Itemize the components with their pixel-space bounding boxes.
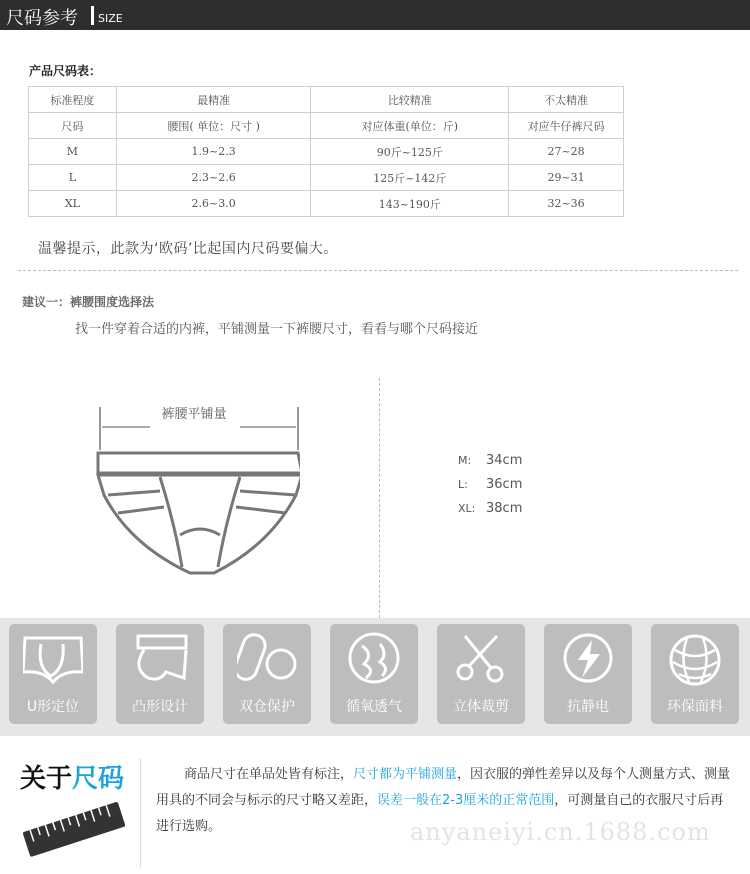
table-cell: 2.3~2.6 (116, 165, 311, 191)
feature-label: 环保面料 (667, 699, 723, 715)
brief-diagram (90, 395, 300, 585)
table-cell: XL (29, 191, 117, 217)
about-highlight-1: 尺寸都为平铺测量 (353, 767, 458, 782)
table-cell: 27~28 (509, 139, 624, 165)
table-cell: 对应牛仔裤尺码 (509, 113, 624, 139)
lightning-icon (558, 632, 618, 688)
table-cell: 143~190斤 (311, 191, 509, 217)
feature-label: 双仓保护 (239, 699, 295, 715)
convex-brief-icon (130, 632, 190, 688)
watermark: anyaneiyi.cn.1688.com (410, 818, 711, 846)
table-cell: 32~36 (509, 191, 624, 217)
suggestion-text: 找一件穿着合适的内裤，平铺测量一下裤腰尺寸，看看与哪个尺码接近 (75, 322, 479, 337)
table-cell: 125斤~142斤 (311, 165, 509, 191)
about-size-section (0, 748, 750, 874)
table-row (29, 191, 624, 217)
about-title-a: 关于 (20, 764, 73, 794)
diagram-label: 裤腰平铺量 (161, 407, 227, 422)
table-cell: 不太精准 (509, 87, 624, 113)
header-title: 尺码参考 (6, 8, 78, 29)
scissors-icon (451, 632, 511, 688)
feature-label: 循氧透气 (346, 699, 402, 715)
suggestion-title: 建议一：裤腰围度选择法 (22, 295, 155, 309)
vertical-divider (379, 378, 380, 618)
table-cell: 标准程度 (29, 87, 117, 113)
measurement-value: 36cm (486, 477, 523, 492)
ruler-icon (20, 794, 130, 864)
breathable-icon (344, 632, 404, 688)
feature-tile (437, 624, 525, 724)
table-row (29, 139, 624, 165)
size-table-title: 产品尺码表： (29, 64, 102, 78)
table-cell: 90斤~125斤 (311, 139, 509, 165)
table-cell: L (29, 165, 117, 191)
measurement-item (458, 453, 522, 468)
measurement-item (458, 501, 522, 516)
feature-label: 凸形设计 (132, 699, 188, 715)
about-title (20, 758, 124, 795)
size-table (28, 86, 624, 217)
about-text-3: ，可测量自己的衣服尺寸后再进行选购。 (156, 793, 724, 834)
features-bar (0, 618, 750, 736)
table-cell: 2.6~3.0 (116, 191, 311, 217)
feature-tile (9, 624, 97, 724)
table-cell: 比较精准 (311, 87, 509, 113)
header-divider (91, 6, 94, 25)
measurement-size: L: (458, 478, 468, 491)
about-text-1: 商品尺寸在单品处皆有标注， (184, 767, 354, 782)
feature-tile (116, 624, 204, 724)
table-row (29, 87, 624, 113)
about-text-2: ，因衣服的弹性差异以及每个人测量方式、测量用具的不同会与标示的尺寸略又差距， (156, 767, 731, 808)
about-highlight-2: 误差一般在2-3厘米的正常范围 (377, 793, 555, 808)
header-subtitle: SIZE (98, 12, 123, 25)
table-cell: 1.9~2.3 (116, 139, 311, 165)
section-header (0, 0, 750, 30)
about-title-b: 尺码 (72, 764, 125, 794)
measurement-size: XL: (458, 502, 476, 515)
yarn-ball-icon (665, 632, 725, 688)
size-tip: 温馨提示，此款为‘欧码’比起国内尺码要偏大。 (38, 241, 338, 257)
dashed-divider (18, 270, 738, 271)
table-cell: 29~31 (509, 165, 624, 191)
table-row (29, 113, 624, 139)
table-cell: 最精准 (116, 87, 311, 113)
u-shape-brief-icon (23, 632, 83, 688)
table-cell: 对应体重(单位：斤) (311, 113, 509, 139)
about-divider (140, 758, 141, 868)
feature-tile (330, 624, 418, 724)
table-row (29, 165, 624, 191)
feature-label: 立体裁剪 (453, 699, 509, 715)
feature-label: U形定位 (26, 699, 80, 715)
measurement-value: 38cm (486, 501, 523, 516)
table-cell: M (29, 139, 117, 165)
double-pouch-icon (237, 632, 297, 688)
feature-label: 抗静电 (567, 699, 609, 715)
measurement-value: 34cm (486, 453, 523, 468)
table-cell: 尺码 (29, 113, 117, 139)
feature-tile (651, 624, 739, 724)
feature-tile (223, 624, 311, 724)
measurement-size: M: (458, 454, 472, 467)
table-cell: 腰围( 单位：尺寸 ) (116, 113, 311, 139)
measurement-item (458, 477, 522, 492)
feature-tile (544, 624, 632, 724)
